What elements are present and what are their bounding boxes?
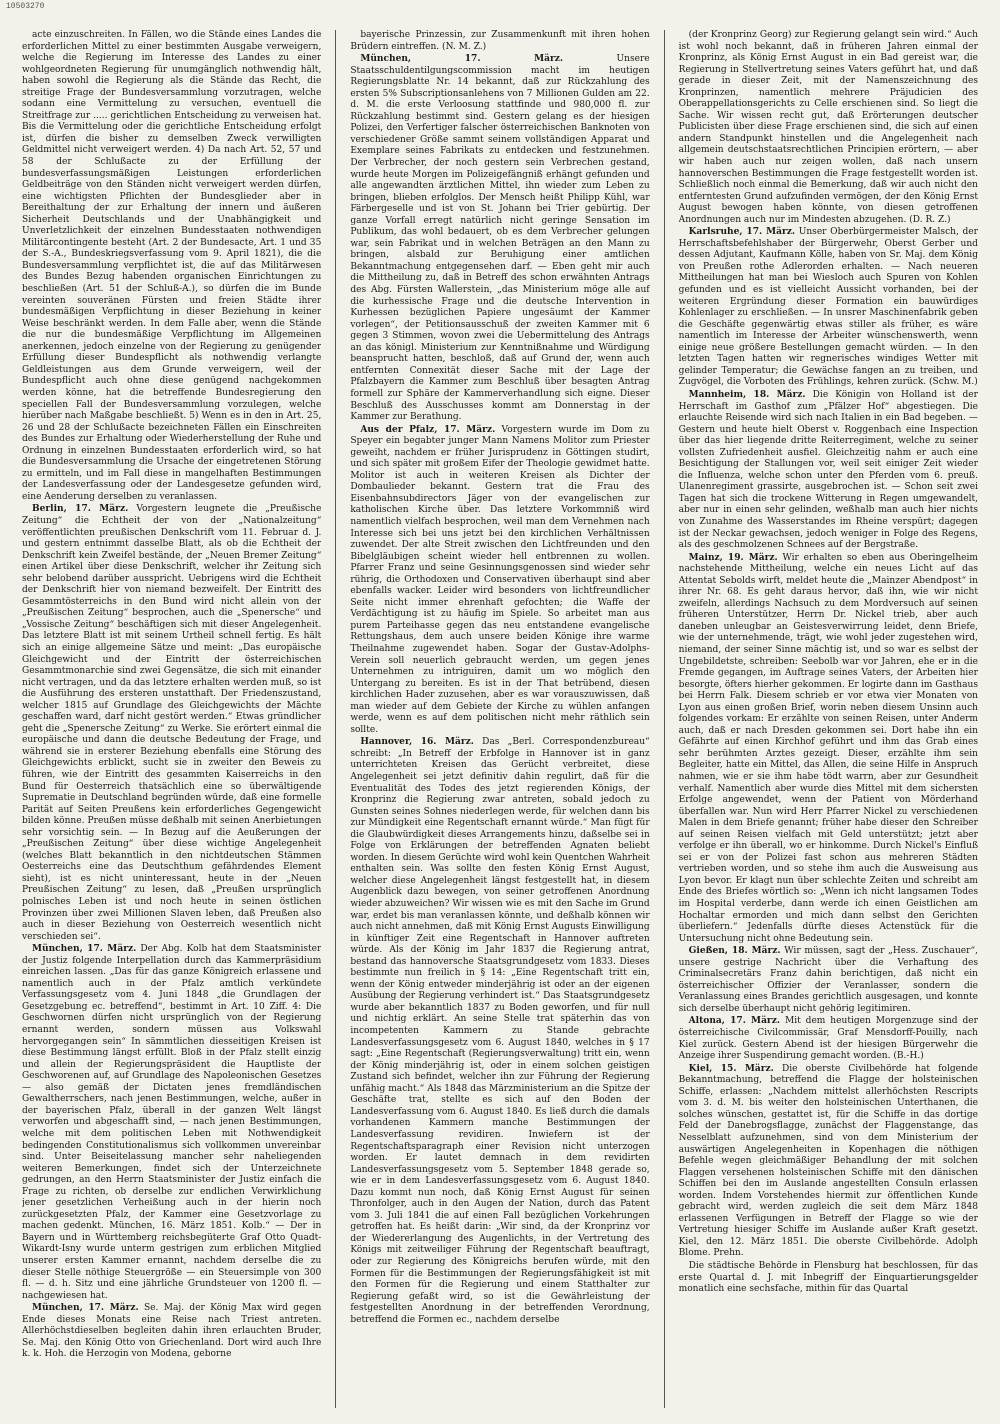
article-paragraph	[350, 30, 649, 53]
article-text: Das „Berl. Correspondenzbureau“ schreibt: „In Betreff der Erbfolge in Hannover ist in ganz unterrichteten Kreisen das Gerücht verbreitet, diese Angelegenheit sei jetzt definitiv dahin regulirt, daß für die Eventualität des Todes des jetzt regierenden Königs, der Kronprinz die Regierung zwar antreten, sobald jedoch zu Gunsten seines Sohnes niederlegen werde, für welchen dann bis zur Mündigkeit eine Regentschaft ernannt würde.“ Man fügt für die Glaubwürdigkeit dieses Arrangements hinzu, daßselbe sei in Folge von Erklärungen der betreffenden Agnaten beliebt worden. In diesem Gerüchte wird wohl kein Quentchen Wahrheit enthalten sein. Was sollte den festen König Ernst August, welcher diese Angelegenheit längst festgestellt hat, in diesem Augenblick dazu bewegen, von seiner getroffenen Anordnung wieder abzuweichen? Wir wissen wie es mit den Sache im Grund war, erdet bis man veranlassen könnte, und deßhalb können wir auch nicht annehmen, daß mit König Ernst Augusts Einwilligung in künftiger Zeit eine Regentschaft in Hannover auftreten würde. Als der König im Jahr 1837 die Regierung antrat, bestand das hannoversche Staatsgrundgesetz vom 1833. Dieses bestimmte nun freilich in § 14: „Eine Regentschaft tritt ein, wenn der König entweder minderjährig ist oder an der eigenen Ausübung der Regierung verhindert ist.“ Das Staatsgrundgesetz wurde aber bekanntlich 1837 zu Boden geworfen, und für null und nichtig erklärt. An seine Stelle trat späterhin das von incompetenten Kammern zu Stande gebrachte Landesverfassungsgesetz vom 6. August 1840, welches in § 17 sagt: „Eine Regentschaft (Regierungsverwaltung) tritt ein, wenn der König minderjährig ist, oder in einem solchen geistigen Zustand sich befindet, welcher ihn zur Führung der Regierung unfähig macht.“ Als 1848 das Märzministerium an die Spitze der Geschäfte trat, stellte es sich auf den Boden der Landesverfassung vom 6. August 1840. Es ließ durch die damals vorhandenen Kammern manche Bestimmungen der Landesverfassung revidiren. Inwiefern ist der Regentschaftsparagraph einer Revision nicht unterzogen worden. Er lautet demnach in dem revidirten Landesverfassungsgesetz vom 5. September 1848 gerade so, wie er in dem Landesverfassungsgesetz vom 6. August 1840. Dazu kommt nun noch, daß König Ernst August für seinen Thronfolger, auch in den Augen der Nation, durch das Patent vom 3. Juli 1841 die auf einen Fall bezüglichen Vorkehrungen getroffen hat. Es heißt darin: „Wir sind, da der Kronprinz vor der Wiedererlangung des Augenlichts, in der Vertretung des Königs mit zeitweiliger Führung der Regentschaft beauftragt, oder zur Regierung des Königreichs berufen würde, mit den Formen für die Bestimmungen der Regierungsfähigkeit ist mit den Formen für die Regierung und einem Statthalter zur Regierung gefaßt wird, so ist die Gewährleistung der festgestellten Anordnung in der betreffenden Verordnung, betreffend die Formen ec., nachdem derselbe	[350, 737, 650, 1325]
dateline: Hannover, 16. März.	[360, 737, 474, 748]
article-text: Die Königin von Holland ist der Herrschaft im Gasthof zum „Pfälzer Hof“ abgestiegen. Die erlauchte Reisende wird sich nach Italien in ein Bad begeben. — Gestern und heute hielt Oberst v. Roggenbach eine Inspection über das hier liegende dritte Reiterregiment, welche zu seiner vollsten Zufriedenheit ausfiel. Gleichzeitig nahm er auch eine Besichtigung der Stallungen vor, weil seit einiger Zeit wieder die Influenza, welche schon unter den Pferden vom 6. preuß. Ulanenregiment grassirte, ausgebrochen ist. — Schon seit zwei Tagen hat sich die trockene Witterung in Regen umgewandelt, aber nur in einen sehr gelinden, weßhalb man auch hier nichts von Zunahme des Wasserstandes im Rheine verspürt; dagegen ist der Neckar gewachsen, jedoch weniger in Folge des Regens, als des geschmolzenen Schnees auf der Bergstraße.	[678, 389, 978, 551]
dateline: Gießen, 18. März.	[688, 946, 781, 957]
dateline: Altona, 17. März.	[688, 1016, 780, 1027]
article-paragraph	[679, 390, 978, 552]
article-text: Unser Oberbürgermeister Malsch, der Herrschaftsbefehlshaber der Bürgerwehr, Oberst Gerber und dessen Adjutant, Kaufmann Kölle, haben von Sr. Maj. dem König von Preußen rothe Adlerorden erhalten. — Nach neueren Mittheilungen hat man bei Wiesloch auch Spuren von Kohlen gefunden und es ist vielleicht Aussicht vorhanden, bei der weiteren Ergründung dieser Formation ein bauwürdiges Kohlenlager zu erschließen. — In unsrer Maschinenfabrik geben die Geschäfte gegenwärtig etwas stiller als früher, es wäre namentlich im Interesse der Arbeiter wünschenswerth, wenn einige neue größere Bestellungen gemacht würden. — In den letzten Tagen hatten wir regnerisches windiges Wetter mit gelinder Temperatur; die Gewächse fangen an zu treiben, und Zugvögel, die Vorboten des Frühlings, kehren zurück. (Schw. M.)	[678, 227, 978, 388]
dateline: München, 17. März.	[360, 54, 564, 65]
dateline: Berlin, 17. März.	[32, 504, 129, 515]
article-text: Vorgestern wurde im Dom zu Speyer ein begabter junger Mann Namens Molitor zum Priester geweiht, nachdem er früher Jurisprudenz in Göttingen studirt, und sich später mit großem Eifer der Theologie gewidmet hatte. Molitor ist auch in weiteren Kreisen als Dichter der Dombaulieder bekannt. Gestern trat die Frau des Eisenbahnsubdirectors Jäger von der evangelischen zur katholischen Kirche über. Das letztere Vorkommniß wird namentlich vielfach besprochen, weil man dem Vernehmen nach Interesse sich bei uns jetzt bei den kirchlichen Verhältnissen zuwendet. Der alte Streit zwischen den Lichtfreunden und den Bibelgläubigen scheint wieder hell entbrennen zu wollen. Pfarrer Franz und seine Gesinnungsgenossen sind wieder sehr rührig, die Orthodoxen und Conservativen überhaupt sind aber ebenfalls wacker. Leider wird besonders von lichtfreundlicher Seite nicht immer ehrenhaft gefochten; die Waffe der Verdächtigung ist zu häufig im Spiele. So arbeitet man aus purem Parteihasse gegen das neu entstandene evangelische Rettungshaus, dem auch unsere beiden Könige ihre warme Theilnahme zugewendet haben. Sogar der Gustav-Adolphs-Verein soll neuerlich gebraucht werden, um gegen jenes Unternehmen zu intriguiren, damit um wo möglich den Untergang zu bereiten. Es ist in der That betrübend, diesen kirchlichen Hader zuzusehen, aber es war vorauszuwissen, daß man wieder auf dem Gebiete der Kirche zu wühlen anfangen werde, wenn es auf dem politischen nicht mehr räthlich sein sollte.	[350, 424, 650, 735]
dateline: Kiel, 15. März.	[688, 1063, 774, 1074]
dateline: Mannheim, 18. März.	[688, 389, 806, 400]
article-text: Wir erhalten so eben aus Oberingelheim nachstehende Mittheilung, welche ein neues Licht auf das Attentat Sebolds wirft, meldet heute die „Mainzer Abendpost“ in ihrer Nr. 68. Es geht daraus hervor, daß ihn, wie wir nicht zweifeln, allerdings Nachsuch zu dem Mordversuch auf seinen früheren Unterstützer, Herrn Dr. Nickel trieb, aber auch daneben unleugbar an Geistesverwirrung leidet, denn Briefe, wie der unternehmende, trägt, wie wohl jeder zugestehen wird, niemand, der seiner Sinne mächtig ist, und so war es selbst der Ungebildetste, schreiben: Seebolb war vor Jahren, ehe er in die Fremde gegangen, im Auftrage seines Vaters, der Arbeiten hier besorgte, öfters hierher gekommen. Er logirte dann im Gasthaus bei Herrn Falk. Diesem schrieb er vor etwa vier Monaten von Lyon aus einen großen Brief, worin neben diesem Unsinn auch folgendes vorkam: Er erzählte von seinen Reisen, unter Anderm auch, daß er nach Dresden gekommen sei. Dort habe ihn ein Gefährte auf einen Kirchhof geführt und ihm das Grab eines sehr berühmten Arztes gezeigt. Dieser, erzählte ihm sein Begleiter, hatte ein Mittel, das Allen, die seine Hilfe in Anspruch nahmen, wie er sie ihm habe tödt warrn, aber zur Gesundheit verhalf. Namentlich aber wurde dies Mittel mit dem sichersten Erfolge angewendet, wenn der Patient von Mörderhand überfallen war. Nun wird Herr Pfarrer Nickel zu verschiedenen Malen in dem Briefe genannt; früher habe dieser den Schreiber auf seinen Reisen vielfach mit Geld unterstützt; jetzt aber verfolge er ihn überall, wo er hinkomme. Durch Nickel's Einfluß sei er von der Polizei fast schon aus mehreren Städten vertrieben worden, und so stehe ihm auch die Ausweisung aus Lyon bevor. Er klagt nun über schlechte Zeiten und schreibt am Ende des Briefes wörtlich so: „Wenn ich nicht langsamen Todes im Hospital verderbe, dann werde ich einen Geistlichen am Hochaltar ermorden und mich dann selbst den Gerichten überliefern.“ Jedenfalls dürfte dieses Actenstück für die Untersuchung nicht ohne Bedeutung sein.	[678, 552, 978, 944]
article-paragraph	[679, 30, 978, 226]
article-paragraph	[679, 1064, 978, 1260]
page-id: 10503270	[6, 2, 45, 11]
article-text: Der Abg. Kolb hat dem Staatsminister der Justiz folgende Interpellation durch das Kammerpräsidium einreichen lassen. „Das für das ganze Königreich erlassene und namentlich auch in der Pfalz amtlich verkündete Verfassungsgesetz vom 4. Juni 1848 „die Grundlagen der Gesetzgebung ec. betreffend“, bestimmt in Art. 10 Ziff. 4: Die Geschwornen dürfen nicht ursprünglich von der Regierung ernannt werden, sondern müssen aus Volkswahl hervorgegangen sein“ In sämmtlichen diesseitigen Kreisen ist diese Bestimmung längst erfüllt. Bloß in der Pfalz stellt einzig und allein der Regierungspräsident die Hauptliste der Geschworenen auf, auf Grundlage des Napoleonischen Gesetzes — also gemäß der Dictaten jenes fremdländischen Gewaltherrschers, nach jenen Bestimmungen, welche, außer in der bayerischen Pfalz, überall in der ganzen Welt längst verworfen und abgeschafft sind, — nach jenen Bestimmungen, welche mit dem politischen Leben mit Nothwendigkeit bedingenden Constitutionalismus sich vollkommen unvereinbar sind. Unter Beiseitelassung mancher sehr naheliegenden weiteren Bemerkungen, findet sich der Unterzeichnete gedrungen, an den Herrn Staatsminister der Justiz einfach die Frage zu richten, ob derselbe zur endlichen Verwirklichung jener gesetzlichen Verheißung auch in der hierin noch zurückgesetzten Pfalz, der Kammer eine Gesetzvorlage zu machen gedenkt. München, 16. März 1851. Kolb.“ — Der in Bayern und in Württemberg reichsbegüterte Graf Otto Quadt-Wikardt-Isny wurde unterm gestrigen zum erblichen Mitglied unserer ersten Kammer ernannt, nachdem derselbe die zu dieser Stelle nöthige Steuergröße — ein Steuersimple von 300 fl. — d. h. Sitz und eine jährliche Grundsteuer von 1200 fl. — nachgewiesen hat.	[22, 944, 322, 1301]
dateline: Karlsruhe, 17. März.	[688, 227, 796, 238]
article-text: Wir müssen, sagt der „Hess. Zuschauer“, unsere gestrige Nachricht über die Verhaftung des Criminalsecretärs Franz dahin berichtigen, daß nicht ein österreichischer Offizier der Veranlasser, sondern die Veranlassung eines Brandes gerichtlich ausgesagen, und konnte sich derselbe überhaupt nicht gehörig legitimiren.	[678, 946, 978, 1014]
article-paragraph	[22, 944, 321, 1302]
newspaper-columns	[22, 30, 978, 1408]
column-2	[350, 30, 649, 1408]
column-rule-2	[664, 30, 665, 1408]
article-paragraph	[679, 946, 978, 1015]
article-text: acte einzuschreiten. In Fällen, wo die Stände eines Landes die erforderlichen Mittel zu einer bestimmten Ausgabe verweigern, welche die Regierung im Interesse des Landes zu einer wohlgeordneten Regierung für unumgänglich nothwendig hält, haben sowohl die Regierung als die Stände das Recht, die streitige Frage der Bundesversammlung vorzutragen, welche sodann eine Vermittelung zu versuchen, eventuell die Streitfrage zur ..... gerichtlichen Entscheidung zu verweisen hat. Bis die Vermittelung oder die gerichtliche Entscheidung erfolgt ist, dürfen die bisher zu demselben Zweck verwilligten Geldmittel nicht verweigert werden. 4) Da nach Art. 52, 57 und 58 der Schlußacte zu der Erfüllung der bundesverfassungsmäßigen Leistungen erforderlichen Geldbeiträge von den Ständen nicht verweigert werden dürfen, eine wichtigsten Pflichten der Bundesglieder aber in Bereithaltung der zur Erhaltung der innern und äußeren Sicherheit Deutschlands und der Unabhängigkeit und Unverletzlichkeit der einzelnen Bundesstaaten nothwendigen Militärcontingente besteht (Art. 2 der Bundesacte, Art. 1 und 35 der S.-A., Bundeskriegsverfassung vom 9. April 1821), die die Bundesversammlung verpflichtet ist, die auf das Militärwesen des Bundes Bezug habenden organischen Einrichtungen zu beschließen (Art. 51 der Schluß-A.), so dürfen die im Bunde vereinten souveränen Fürsten und freien Städte ihrer bundesmäßigen Verpflichtung in dieser Beziehung in keiner Weise beschränkt werden. In dem Falle aber, wenn die Stände die nur die bundesmäßige Verpflichtung im Allgemeinen anerkennen, jedoch einzelne von der Regierung zu genügender Erfüllung dieser Bundespflicht als nothwendig verlangte Geldleistungen aus dem Grunde verweigern, weil der Bundespflicht auch ohne diese genügend nachgekommen werden könne, hat die betreffende Bundesregierung den speciellen Fall der Bundesversammlung vorzulegen, welche hierüber nach Maßgabe beschließt. 5) Wenn es in den in Art. 25, 26 und 28 der Schlußacte bezeichneten Fällen ein Einschreiten des Bundes zur Erhaltung oder Wiederherstellung der Ruhe und Ordnung in einzelnen Bundesstaaten erforderlich wird, so hat die Bundesversammlung die Ursache der eingetretenen Störung zu ermitteln, und im Fall diese in mangelhaften Bestimmungen der Landesverfassung oder der Landesgesetze gefunden wird, eine Aenderung derselben zu veranlassen.	[22, 30, 322, 502]
article-text: bayerische Prinzessin, zur Zusammenkunft mit ihren hohen Brüdern eintreffen. (N. M. Z.)	[350, 30, 650, 52]
dateline: München, 17. März.	[32, 1303, 139, 1314]
article-paragraph	[350, 425, 649, 737]
article-paragraph	[679, 1016, 978, 1062]
article-paragraph	[22, 1303, 321, 1361]
article-text: Unsere Staatsschuldentilgungscommission macht im heutigen Regierungsblatte Nr. 14 bekannt, daß zur Rückzahlung des ersten 5% Subscriptionsanlehens von 7 Millionen Gulden am 22. d. M. die erste Verloosung stattfinde und 980,000 fl. zur Rückzahlung bestimmt sind. Gestern gelang es der hiesigen Polizei, den Verfertiger falscher österreichischen Banknoten von verschiedener Größe sammt seinem vollständigen Apparat und Exemplare seines Fabrikats zu entdecken und festzunehmen. Der Verbrecher, der noch gestern sein Verbrechen gestand, wurde heute Morgen im Polizeigefängniß erhängt gefunden und alle angewandten ärztlichen Mittel, ihn wieder zum Leben zu bringen, blieben erfolglos. Der Mensch heißt Philipp Kühl, war Färbergeselle und ist von St. Johann bei Trier gebürtig. Der ganze Vorfall erregt natürlich nicht geringe Sensation im Publikum, das wohl bedauert, ob es dem Verbrecher gelungen war, sein Fabrikat und in welchen Beträgen an den Mann zu bringen, alsbald zur Beruhigung einer amtlichen Bekanntmachung entgegensehen darf. — Eben geht mir auch die Mittheilung zu, daß in Betreff des schon erwähnten Antrags des Abg. Fürsten Wallerstein, „das Ministerium möge alle auf die kurhessische Frage und die deutsche Intervention in Kurhessen bezüglichen Papiere ungesäumt der Kammer vorlegen“, der Petitionsausschuß der zweiten Kammer mit 6 gegen 3 Stimmen, wovon zwei die Uebermittelung des Antrags an das königl. Ministerium zur Kenntnißnahme und Würdigung beansprucht hatten, beschloß, daß auf Grund der, wenn auch entfernten Connexität dieser Sache mit der Lage der Pfalzbayern die Kammer zum Beschluß über besagten Antrag formell zur Sphäre der Kammerverhandlung sich eigne. Dieser Beschluß des Ausschusses kommt am Donnerstag in der Kammer zur Berathung.	[350, 54, 650, 423]
article-text: Mit dem heutigen Morgenzuge sind der österreichische Civilcommissär, Graf Mensdorff-Pouilly, nach Kiel zurück. Gestern Abend ist der hiesigen Bürgerwehr die Anzeige ihrer Suspendirung gemacht worden. (B.-H.)	[678, 1016, 978, 1062]
article-paragraph	[350, 737, 649, 1326]
article-paragraph	[22, 30, 321, 503]
article-paragraph	[350, 54, 649, 424]
article-paragraph	[679, 227, 978, 389]
article-paragraph	[679, 1261, 978, 1296]
column-rule-1	[335, 30, 336, 1408]
dateline: Mainz, 19. März.	[688, 552, 778, 563]
dateline: München, 17. März.	[32, 944, 137, 955]
article-text: (der Kronprinz Georg) zur Regierung gelangt sein wird.“ Auch ist wohl noch bekannt, daß in früheren Jahren einmal der Kronprinz, als König Ernst August in ein Bad gereist war, die Regierung in Stellvertretung seines Vaters geführt hat, und daß gerade in dieser Zeit, mit der Namenszeichnung des Kronprinzen, namentlich mehrere Präjudicien des Oberappellationsgerichts zu Celle erschienen sind. So liegt die Sache. Wir wissen recht gut, daß Erörterungen deutscher Publicisten über diese Frage erschienen sind, die sich auf einen andern Standpunkt hinstellen und die Angelegenheit nach allgemein deutschstaatsrechtlichen Principien erörtern, — aber wir haben auch nur zeigen wollen, daß nach unsern hannoverschen Bestimmungen die Frage festgestellt worden ist. Schließlich noch einmal die Bemerkung, daß wir auch nicht den entferntesten Grund aufzufinden vermögen, der den König Ernst August bewogen haben könnte, von diesen getroffenen Anordnungen auch nur im Mindesten abzugehen. (D. R. Z.)	[678, 30, 978, 225]
article-text: Se. Maj. der König Max wird gegen Ende dieses Monats eine Reise nach Triest antreten. Allerhöchstdieselben begleiten dahin ihren erlauchten Bruder, Se. Maj. den König Otto von Griechenland. Dort wird auch Ihre k. k. Hoh. die Herzogin von Modena, geborne	[22, 1303, 322, 1360]
column-1	[22, 30, 321, 1408]
article-paragraph	[679, 553, 978, 946]
column-3	[679, 30, 978, 1408]
dateline: Aus der Pfalz, 17. März.	[360, 424, 496, 435]
article-text: Die oberste Civilbehörde hat folgende Bekanntmachung, betreffend die Flagge der holsteinischen Schiffe, erlassen: „Nachdem mittelst allerhöchsten Rescripts vom 3. d. M. bis weiter den holsteinischen Unterthanen, die solches wünschen, gestattet ist, für die Schiffe in das dortige Feld der Danebrogsflagge, zunächst der Flaggenstange, das Nesselblatt aufzunehmen, sind von dem Ministerium der auswärtigen Angelegenheiten in Kopenhagen die nöthigen Befehle wegen gleichmäßiger Behandlung der mit solchen Flaggen versehenen holsteinischen Schiffe mit den dänischen Schiffen bei den im Auslande angestellten Consuln erlassen worden. Indem Vorstehendes hiermit zur öffentlichen Kunde gebracht wird, werden zugleich die seit dem März 1848 erlassenen Verfügungen in Betreff der Flagge so wie der Vertretung hiesiger Schiffe im Auslande außer Kraft gesetzt. Kiel, den 12. März 1851. Die oberste Civilbehörde. Adolph Blome. Prehn.	[678, 1063, 978, 1259]
article-text: Die städtische Behörde in Flensburg hat beschlossen, für das erste Quartal d. J. mit Inbegriff der Einquartierungsgelder monatlich eine sechsfache, mithin für das Quartal	[678, 1260, 978, 1295]
article-text: Vorgestern leugnete die „Preußische Zeitung“ die Echtheit der von der „Nationalzeitung“ veröffentlichten preußischen Denkschrift vom 11. Februar d. J. und gestern entnimmt dasselbe Blatt, als ob die Echtheit der Denkschrift kein Zweifel bestände, der „Neuen Bremer Zeitung“ einen Artikel über diese Denkschrift, welcher ihr Zeitung sich sehr belobend darüber ausspricht. Uebrigens wird die Echtheit der Denkschrift hier von niemand bezweifelt. Der Eintritt des Gesammtösterreichs in den Bund wird nicht allein von der „Preußischen Zeitung“ besprochen, auch die „Spenersche“ und „Vossische Zeitung“ beschäftigen sich mit dieser Angelegenheit. Das letztere Blatt ist mit seinem Urtheil schnell fertig. Es hält sich an einige allgemeine Sätze und meint: „Das europäische Gleichgewicht und der Eintritt der österreichischen Gesammtmonarchie sind zwei Gegensätze, die sich mit einander nicht vertragen, und da das letztere erhalten werden muß, so ist die Ausführung des ersteren unstatthaft. Der Friedenszustand, welcher 1815 auf Grundlage des Gleichgewichts der Mächte geschaffen ward, darf nicht gestört werden.“ Etwas gründlicher geht die „Spenersche Zeitung“ zu Werke. Sie erörtert einmal die europäische und dann die deutsche Bedeutung der Frage, und während sie in ersterer Beziehung ebenfalls eine Störung des Gleichgewichts erblickt, sucht sie in zweiter den Beweis zu führen, wie der Eintritt des gesammten Kaiserreichs in den Bund für Oesterreich thatsächlich eine so überwältigende Suprematie in Deutschland begründen würde, daß eine formelle Parität auf Seiten Preußens kein erforderliches Gegengewicht bilden könne. Preußen müsse deßhalb mit seinen Anerbietungen sehr vorsichtig sein. — In Bezug auf die Aeußerungen der „Preußischen Zeitung“ über diese wichtige Angelegenheit (welches Blatt bekanntlich in den nichtdeutschen Stämmen Oesterreichs eine das Deutschthum gefährdendes Element sieht), ist es nicht uninteressant, heute in der „Neuen Preußischen Zeitung“ zu lesen, daß „Preußen ursprünglich polnisches Leben ist und noch heute in seinen östlichen Provinzen über zwei Millionen Slaven leben, daß Preußen also auch in dieser Beziehung von Oesterreich wesentlich nicht verschieden sei“.	[22, 504, 322, 942]
article-paragraph	[22, 504, 321, 943]
